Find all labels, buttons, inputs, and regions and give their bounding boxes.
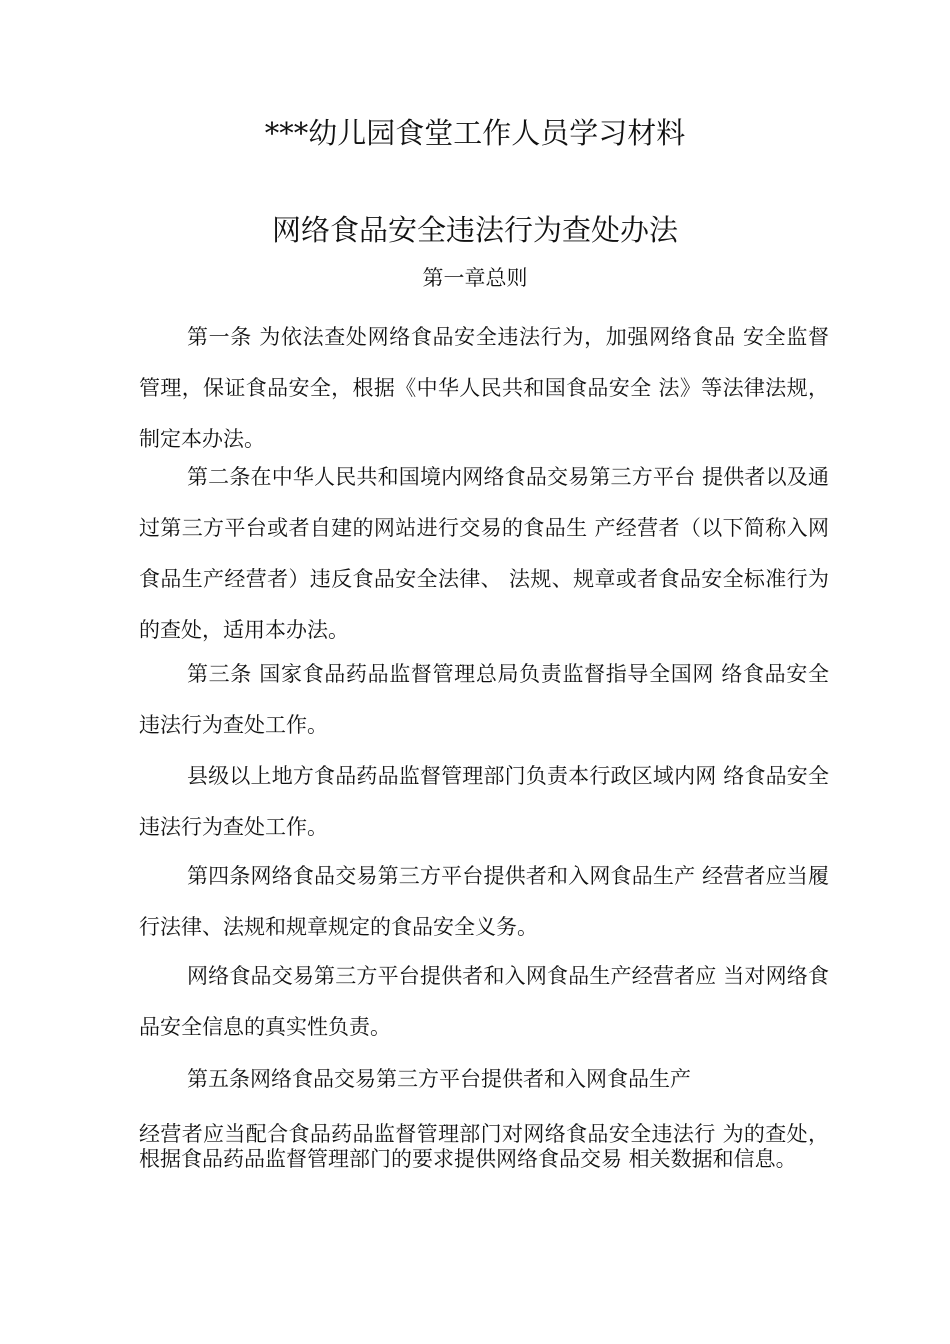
article-3-paragraph: 第三条 国家食品药品监督管理总局负责监督指导全国网 络食品安全违法行为查处工作。: [139, 662, 829, 737]
document-title: ***幼儿园食堂工作人员学习材料: [264, 116, 686, 150]
chapter-heading: 第一章总则: [422, 266, 528, 290]
article-4-truthfulness-paragraph: 网络食品交易第三方平台提供者和入网食品生产经营者应 当对网络食品安全信息的真实性负责。: [139, 964, 829, 1039]
article-3-county-paragraph: 县级以上地方食品药品监督管理部门负责本行政区域内网 络食品安全违法行为查处工作。: [139, 764, 829, 839]
article-5-first-line: 第五条网络食品交易第三方平台提供者和入网食品生产: [187, 1067, 691, 1091]
article-4-paragraph: 第四条网络食品交易第三方平台提供者和入网食品生产 经营者应当履行法律、法规和规章规定的食品安全义务。: [139, 864, 829, 939]
article-1-paragraph: 第一条 为依法查处网络食品安全违法行为，加强网络食品 安全监督管理，保证食品安全，根据《中华人民共和国食品安全 法》等法律法规，制定本办法。: [139, 325, 829, 451]
law-title: 网络食品安全违法行为查处办法: [271, 213, 678, 247]
article-2-paragraph: 第二条在中华人民共和国境内网络食品交易第三方平台 提供者以及通过第三方平台或者自建的网站进行交易的食品生 产经营者（以下简称入网食品生产经营者）违反食品安全法律、 法规、规章或者食品安全标准行为的查处，适用本办法。: [139, 465, 829, 642]
article-5-continuation: 经营者应当配合食品药品监督管理部门对网络食品安全违法行 为的查处，根据食品药品监督管理部门的要求提供网络食品交易 相关数据和信息。: [139, 1122, 829, 1171]
